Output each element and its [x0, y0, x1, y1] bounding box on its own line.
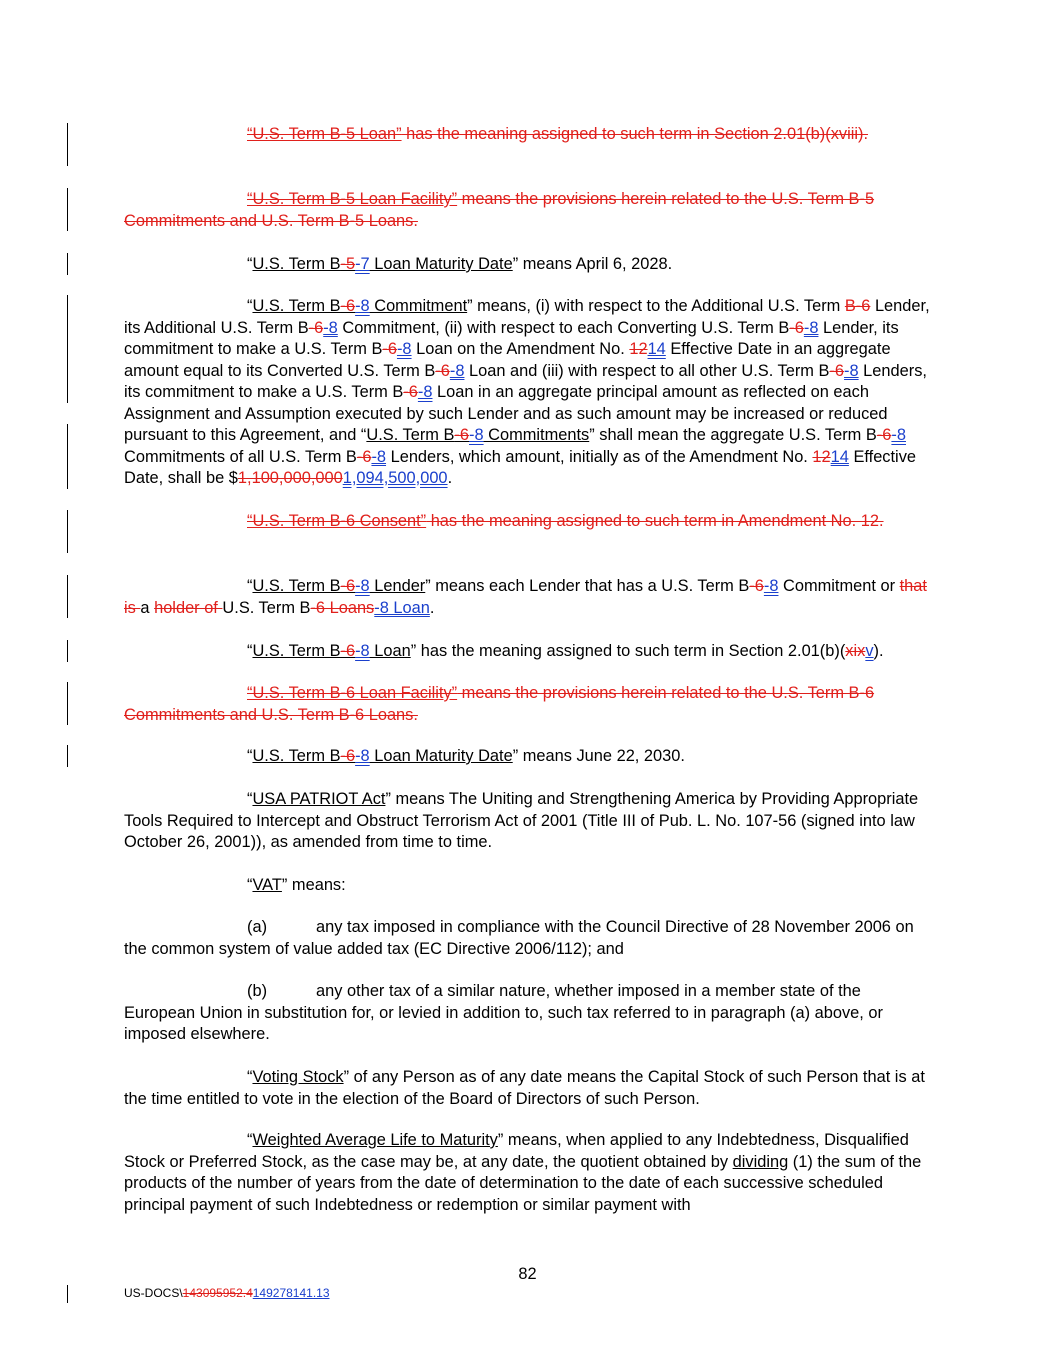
deleted-text: -6 [454, 426, 469, 444]
deleted-text: -6 [340, 642, 356, 660]
term-text: Loan [369, 642, 411, 660]
definition-us-term-b6-consent [124, 511, 934, 533]
defined-term: USA PATRIOT Act [252, 790, 386, 808]
inserted-text: -8 [355, 577, 370, 595]
deleted-term: “U.S. Term B-5 Loan” [247, 125, 402, 143]
term-text: Lender [369, 577, 426, 595]
text: Commitment, (ii) with respect to each Converting U.S. Term B [337, 318, 790, 337]
deleted-text: -6 [876, 426, 892, 444]
deleted-text: has the meaning assigned to such term in Amendment No. 12. [426, 512, 884, 530]
text: Commitment or [778, 577, 900, 595]
inserted-amount: 1,094,500,000 [342, 469, 448, 487]
quote-open: “ [247, 747, 253, 765]
deleted-text: B-6 [844, 297, 871, 315]
term-text: Loan Maturity Date [369, 255, 513, 273]
definition-text: ” of any Person as of any date means the Capital Stock of such Person that is at the time entitled to vote in the election of the Board of Directors of such Person. [124, 1068, 925, 1108]
defined-term [252, 255, 512, 273]
vat-clause-b [124, 981, 934, 1046]
text: ” means, (i) with respect to the Additional U.S. Term [467, 297, 845, 315]
definition-us-term-b5-loan-facility [124, 189, 934, 232]
deleted-text: -6 [749, 577, 764, 595]
deleted-text: -5 [340, 255, 356, 273]
text: . [447, 469, 453, 487]
definition-voting-stock [124, 1067, 934, 1110]
deleted-term: “U.S. Term B-6 Loan Facility” [247, 684, 458, 702]
term-text: U.S. Term B [252, 642, 341, 660]
text: ). [873, 642, 884, 660]
document-id-footer [124, 1286, 330, 1300]
inserted-text: -7 [355, 255, 370, 273]
deleted-text: -6 [382, 340, 397, 358]
inserted-text: 14 [830, 447, 849, 466]
inserted-text: -8 [355, 642, 370, 660]
vat-clause-a [124, 917, 934, 960]
text: Commitments of all U.S. Term B [124, 447, 357, 466]
inserted-text: -8 [371, 447, 387, 466]
definition-text: (1) the sum of the products of the number of years from the date of determination to the date of each successive scheduled principal payment of such Indebtedness or redemption or similar payment with [124, 1152, 922, 1214]
defined-term [252, 297, 467, 315]
quote-open: “ [247, 790, 253, 808]
definition-us-term-b8-loan [124, 641, 934, 663]
quote-open: “ [247, 1131, 253, 1149]
inserted-text: -8 [763, 577, 779, 595]
defined-term: VAT [252, 876, 282, 894]
definition-usa-patriot-act [124, 789, 934, 854]
change-bar [67, 640, 68, 662]
term-text: U.S. Term B [252, 577, 341, 595]
doc-id-prefix: US-DOCS\ [124, 1286, 183, 1300]
clause-text: any other tax of a similar nature, whether imposed in a member state of the European Union in substitution for, or levied in addition to, such tax referred to in paragraph (a) above, or imposed elsewhere. [124, 982, 883, 1043]
deleted-text: xix [845, 642, 866, 660]
text: ” shall mean the aggregate U.S. Term B [589, 426, 877, 444]
deleted-text: -6 [340, 577, 356, 595]
inserted-text: -8 Loan [374, 598, 430, 617]
deleted-text: has the meaning assigned to such term in Section 2.01(b)(xviii). [401, 125, 869, 143]
deleted-term: “U.S. Term B-6 Consent” [247, 512, 427, 530]
inserted-text: -8 [396, 340, 412, 358]
inserted-text: 14 [647, 340, 666, 358]
deleted-text: 12 [812, 447, 831, 466]
inserted-text: v [865, 642, 874, 660]
term-text: Commitments [483, 426, 590, 444]
inserted-text: -8 [355, 297, 370, 315]
quote-open: “ [247, 1068, 253, 1086]
change-bar [67, 253, 68, 275]
defined-term: Weighted Average Life to Maturity [252, 1131, 498, 1149]
text: U.S. Term B [222, 598, 311, 617]
definition-weighted-average-life [124, 1130, 934, 1216]
deleted-text: 12 [629, 340, 648, 358]
definition-text: ” means June 22, 2030. [512, 747, 685, 765]
deleted-text: -6 Loans [310, 598, 375, 617]
deleted-text: -6 [829, 361, 845, 380]
inserted-text: -8 [469, 426, 484, 444]
definition-text: ” means: [281, 876, 346, 894]
text: Effective Date, shall be $ [124, 447, 917, 487]
definition-vat [124, 875, 934, 897]
deleted-text: that is [124, 577, 927, 617]
change-bar [67, 745, 68, 767]
change-bar [67, 510, 68, 553]
inserted-text: -8 [417, 383, 433, 401]
inserted-text: -8 [449, 361, 465, 380]
change-bar [67, 1285, 68, 1303]
text: a [140, 598, 155, 617]
defined-term [252, 642, 410, 660]
defined-term [252, 577, 425, 595]
term-text: Loan Maturity Date [369, 747, 513, 765]
text: Lenders, its commitment to make a U.S. Term B [124, 361, 927, 401]
inserted-text: -8 [355, 747, 370, 765]
text: Loan in an aggregate principal amount as reflected on each Assignment and Assumption executed by such Lender and as such amount may be increased or reduced pursuant to this Agreement, and “ [124, 383, 888, 444]
change-bar [67, 575, 68, 618]
change-bar [67, 682, 68, 725]
change-bar [67, 295, 68, 403]
change-bar [67, 424, 68, 489]
deleted-text: -6 [308, 318, 324, 337]
inserted-doc-id: 149278141.13 [252, 1286, 330, 1300]
term-text: U.S. Term B [252, 747, 341, 765]
definition-us-term-b8-commitment [124, 296, 934, 490]
inserted-text: -8 [803, 318, 819, 337]
term-text: Commitment [369, 297, 468, 315]
underlined-word: dividing [732, 1152, 789, 1171]
deleted-text: -6 [403, 383, 418, 401]
text: Lender, its Additional U.S. Term B [124, 297, 930, 337]
quote-open: “ [247, 255, 253, 273]
deleted-amount: 1,100,000,000 [237, 469, 343, 487]
clause-label: (a) [247, 918, 268, 936]
deleted-text: -6 [340, 747, 356, 765]
change-bar [67, 188, 68, 231]
deleted-text: means the provisions herein related to the U.S. Term B-5 Commitments and U.S. Term B-5 Loans. [124, 190, 875, 230]
deleted-text: -6 [435, 361, 450, 380]
text: . [429, 598, 435, 617]
quote-open: “ [247, 642, 253, 660]
inserted-text: -8 [323, 318, 338, 337]
text: “ [247, 297, 253, 315]
term-text: U.S. Term B [252, 255, 341, 273]
text: ” has the meaning assigned to such term in Section 2.01(b)( [410, 642, 846, 660]
quote-open: “ [247, 577, 253, 595]
change-bar [67, 123, 68, 166]
definition-text: ” means The Uniting and Strengthening America by Providing Appropriate Tools Required to Intercept and Obstruct Terrorism Act of 2001 (Title III of Pub. L. No. 107-56 (signed into law October 26, 2001)), as amended from time to time. [124, 790, 919, 851]
definition-text: ” means, when applied to any Indebtedness, Disqualified Stock or Preferred Stock, as the case may be, at any date, the quotient obtained by [124, 1131, 909, 1171]
text: Lenders, which amount, initially as of the Amendment No. [386, 447, 813, 466]
definition-us-term-b5-loan [124, 124, 934, 146]
text: Loan on the Amendment No. [411, 340, 630, 358]
text: Loan and (iii) with respect to all other U.S. Term B [464, 361, 830, 380]
inserted-text: -8 [844, 361, 859, 380]
deleted-text: holder of [154, 598, 223, 617]
term-text: U.S. Term B [252, 297, 341, 315]
defined-term [366, 426, 589, 444]
deleted-text: -6 [789, 318, 804, 337]
defined-term [252, 747, 512, 765]
quote-open: “ [247, 876, 253, 894]
clause-text: any tax imposed in compliance with the Council Directive of 28 November 2006 on the common system of value added tax (EC Directive 2006/112); and [124, 918, 914, 958]
inserted-text: -8 [891, 426, 906, 444]
deleted-text: -6 [340, 297, 356, 315]
deleted-text: means the provisions herein related to the U.S. Term B-6 Commitments and U.S. Term B-6 Loans. [124, 684, 875, 724]
text: Lender, its commitment to make a U.S. Term B [124, 318, 899, 358]
page-number: 82 [518, 1265, 537, 1283]
text: ” means each Lender that has a U.S. Term B [425, 577, 750, 595]
deleted-text: -6 [356, 447, 372, 466]
definition-us-term-b8-lender [124, 576, 934, 619]
text: Effective Date in an aggregate amount equal to its Converted U.S. Term B [124, 340, 891, 380]
definition-us-term-b-loan-maturity-date-2028 [124, 254, 934, 276]
clause-label: (b) [247, 982, 268, 1000]
definition-us-term-b6-loan-facility [124, 683, 934, 726]
term-text: U.S. Term B [366, 426, 455, 444]
definition-us-term-b8-loan-maturity-date [124, 746, 934, 768]
defined-term: Voting Stock [252, 1068, 344, 1086]
deleted-doc-id: 143095952.4 [182, 1286, 253, 1300]
deleted-term: “U.S. Term B-5 Loan Facility” [247, 190, 458, 208]
definition-text: ” means April 6, 2028. [512, 255, 673, 273]
